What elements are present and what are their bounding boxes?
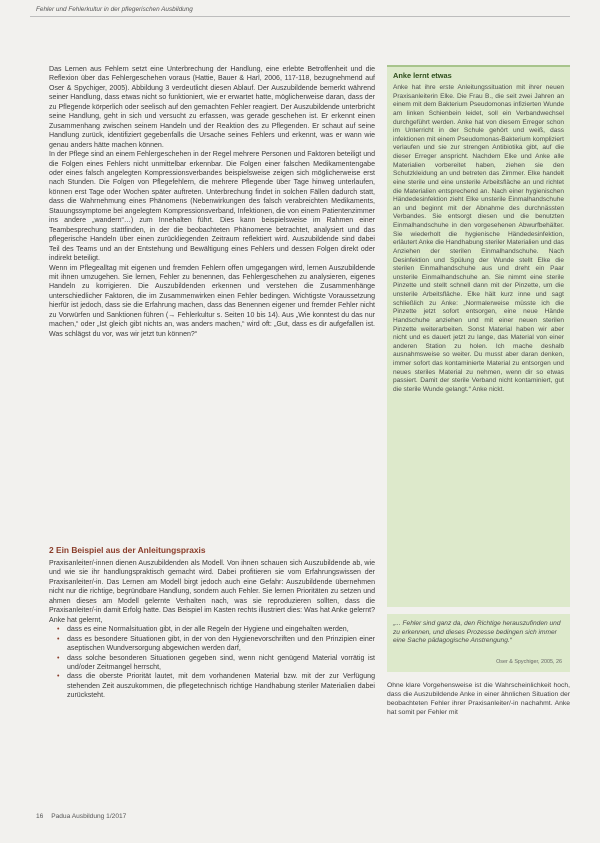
page-footer [36, 813, 126, 820]
quote-box [387, 614, 570, 672]
paragraph: Wenn im Pflegealltag mit eigenen und fremden Fehlern offen umgegangen wird, lernen Auszubildende mit ihnen umzugehen. Sie lernen, Fehler zu benennen, das Fehlergeschehen zu analysieren, eigenes Handeln zu korrigieren. Die Auszubildenden erkennen und verstehen die Zusammenhänge unterschiedlicher Faktoren, die im Zusammenwirken einen Fehler bedingen. Wichtigste Voraussetzung hierfür ist jedoch, dass sie die Erfahrung machen, dass das Benennen eigener und fremder Fehler nicht zu Vorwürfen und Sanktionen führen (→ Fehlerkultur s. Seiten 10 bis 14). Aus „Wie konntest du das nur machen,“ oder „Ist gleich gibt nichts an, was anders machen,“ wird oft: „Gut, dass es dir aufgefallen ist. Was schlägst du vor, was wir jetzt tun können?“ [49, 264, 375, 338]
list-item [49, 625, 375, 634]
quote-source: Oser & Spychiger, 2005, 26 [496, 659, 562, 665]
section-intro: Praxisanleiter/-innen dienen Auszubildenden als Modell. Von ihnen schauen sich Auszubildende ab, wie und wie sie ihr handlungspraktisch gemacht wird. Dabei profitieren sie vom Erfahrungswissen der Praxisanleiter/-in. Das Lernen am Modell birgt jedoch auch eine Gefahr: Auszubildende übernehmen nicht nur die richtige, begründbare Handlung, sondern auch Fehler. Sie lernen Prioritäten zu setzen und ahmen dieses am Modell gelernte Verhalten nach, was sie reproduzieren sollten, dass die Praxisanleiter/-in damit Erfolg hatte. Das Beispiel im Kasten rechts illustriert dies: Was hat Anke gelernt? Anke hat gelernt, [49, 560, 375, 624]
list-item [49, 654, 375, 673]
paragraph: In der Pflege sind an einem Fehlergeschehen in der Regel mehrere Personen und Faktoren beteiligt und die Folgen eines Fehlers nicht unmittelbar erkennbar. Die Folgen einer falschen Medikamentengabe oder eines falsch angelegten Kompressionsverbandes beispielsweise zeigen sich möglicherweise erst nach Stunden. Die Folgen von Pflegefehlern, die mehrere Pflegende über Tage hinweg unterlaufen, können erst Tage oder Wochen später auftreten. Unterbrechung findet in solchen Fällen dadurch statt, dass die Wahrnehmung eines Phänomens (Nebenwirkungen des falsch verabreichten Medikaments, Stauungssymptome bei angelegtem Kompressionsverband, Infektionen, die von einem Patientenzimmer ins andere „wandern“…) zum Innehalten führt. Dies kann beispielsweise im Rahmen einer Teambesprechung stattfinden, in der die beobachteten Phänomene betrachtet, analysiert und das pflegerische Handeln über einen zurückliegenden Zeitraum reflektiert wird. Auszubildende sind dabei Teil des Teams und an der Entstehung und Bewältigung eines Fehlers und dessen Folgen direkt oder indirekt beteiligt. [49, 151, 375, 263]
list-item [49, 672, 375, 700]
bullet-icon: • [57, 635, 60, 643]
list-item-text: dass die oberste Priorität lautet, mit dem vorhandenen Material bzw. mit der zur Verfügung stehenden Zeit auszukommen, die pflegetechnisch richtige Handhabung steriler Materialien dabei zurücksteht. [67, 673, 375, 700]
sidebar-text: Anke hat ihre erste Anleitungssituation mit ihrer neuen Praxisanleiterin Elke. Die Frau B., die seit zwei Jahren an einem mit dem Bakterium Pseudomonas infizierten Wunde am linken Schienbein leidet, soll ein Verbandwechsel durchgeführt werden. Anke hat von diesem Erreger schon im Unterricht in der Schule gehört und weiß, dass infektionen mit einem Pseudomonas-Bakterium kompliziert verlaufen und sie zur strengen Antibiotika gibt, auf die dieser Erreger anspricht. Nachdem Elke und Anke alle Materialien vorbereitet haben, ziehen sie den Schutzkleidung an und betreten das Zimmer. Elke handelt eine sterile und eine unsterile Arbeitsfläche an und richtet die Materialien entsprechend an. Nach einer hygienischen Händedesinfektion zieht Elke unsterile Einmalhandschuhe an und beginnt mit der Abnahme des durchnässten Verbandes. Sie entsorgt diesen und die benutzten Einmalhandschuhe in den vorgesehenen Abwurfbehälter. Sie wiederholt die hygienische Händedesinfektion, erläutert Anke die Handhabung steriler Materialien und das Anziehen der sterilen Einmalhandschuhe. Nach Desinfektion und Spülung der Wunde stellt Elke die sterilen Einmalhandschuhe aus und dreht ein Paar unsterile Einmalhandschuhe an. Sie nimmt eine sterile Pinzette und stellt schnell dann mit der Pinzette, um die unsterile Arbeitsfläche. Elke hält kurz inne und sagt schließlich zu Anke: „Normalerweise müsste ich die Pinzette jetzt sofort entsorgen, eine neue Hände Handschuhe anziehen und mit einer neuen sterilen Pinzette weiterarbeiten. Sonst Material haben wir aber nicht und es dauert jetzt zu lange, das Material von einer anderen Station zu holen. Ich mache deshalb ausnahmsweise so weiter. Du musst aber daran denken, immer sofort das kontaminierte Material zu entsorgen und neues steriles Material zu nehmen, wenn dir so etwas passiert. Damit der sterile Verband nicht kontaminiert, gut die sterile Wunde gelangt.“ Anke nickt. [393, 84, 564, 393]
list-item-text: dass es besondere Situationen gibt, in der von den Hygienevorschriften und den Prinzipien einer aseptischen Wundversorgung abgewichen werden darf, [67, 635, 375, 653]
right-column-text: Ohne klare Vorgehensweise ist die Wahrscheinlichkeit hoch, dass die Auszubildende Anke in einer ähnlichen Situation der beobachteten Fehler ihrer Praxisanleiter/-in nachahmt. Anke hat somit per Fehler mit [387, 682, 570, 717]
bullet-icon: • [57, 654, 60, 662]
list-item-text: dass solche besonderen Situationen gegeben sind, wenn nicht genügend Material vorrätig ist und/oder Zeitmangel herrscht, [67, 654, 375, 671]
publication-name: Padua Ausbildung 1/2017 [51, 813, 127, 820]
paragraph: Das Lernen aus Fehlern setzt eine Unterbrechung der Handlung, eine erlebte Betroffenheit und die Reflexion über das Fehlergeschehen voraus (Hattie, Bauer & Harl, 2006, 117-118, bezugnehmend auf Oser & Spychiger, 2005). Abbildung 3 verdeutlicht diesen Ablauf. Der Auszubildende bemerkt während seiner Handlung, dass etwas nicht so funktioniert, wie er erwartet hatte, möglicherweise daran, dass der zu Pflegende körperlich oder seelisch auf den gemachten Fehler reagiert. Der Auszubildende unterbricht seine Handlung, geht in sich und versucht zu erfassen, was gerade geschehen ist. Er erkennt einen Zusammenhang zwischen seinem Handeln und der Reaktion des zu Pflegenden. Er schaut auf seine Handlung zurück, identifiziert gegebenfalls die Ursache seines Fehlers und erkennt, was er wann wie genau anders hätte machen können. [49, 66, 375, 149]
example-sidebar-box [387, 65, 570, 607]
main-text-column [49, 65, 375, 339]
bullet-icon: • [57, 673, 60, 681]
quote-text: „... Fehler sind ganz da, den Richtige herauszufinden und zu erkennen, und dieses Prozesse bedingen sich immer eine Sache pädagogische Anstrengung.“ [393, 620, 561, 645]
sidebar-title: Anke lernt etwas [393, 71, 452, 80]
running-title: Fehler und Fehlerkultur in der pflegerischen Ausbildung [36, 6, 193, 13]
list-item-text: dass es eine Normalsituation gibt, in der alle Regeln der Hygiene und eingehalten werden, [67, 626, 349, 634]
section-body [49, 559, 375, 701]
bullet-list [49, 625, 375, 701]
list-item [49, 635, 375, 654]
page-number: 16 [36, 813, 44, 820]
header-rule [30, 16, 570, 17]
section-heading: 2 Ein Beispiel aus der Anleitungspraxis [49, 545, 206, 555]
bullet-icon: • [57, 626, 60, 634]
